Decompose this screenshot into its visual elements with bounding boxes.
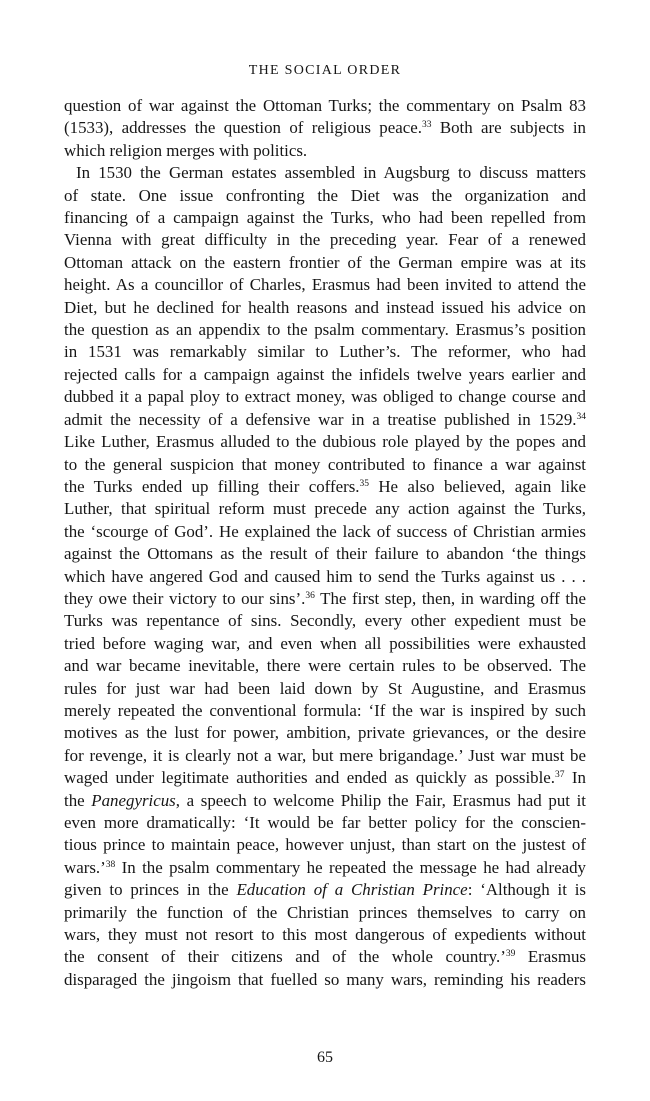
line-text: of state. One issue confronting the Diet was the organization and [64,185,586,205]
running-head: THE SOCIAL ORDER [248,63,402,78]
line-text: rejected calls for a campaign against the infidels twelve years earlier and [64,364,586,384]
text-line [64,319,586,341]
line-text: merely repeated the conventional formula: ‘If the war is inspired by such [64,700,586,720]
line-text: tious prince to maintain peace, however unjust, than start on the justest of [64,835,586,855]
line-text: Like Luther, Erasmus alluded to the dubious role played by the popes and [64,432,586,452]
footnote-marker: 33 [421,120,432,131]
line-text: tried before waging war, and even when all possibilities were exhausted [64,633,586,653]
text-line [64,767,586,789]
text-line [64,498,586,520]
text-line [64,95,586,117]
line-text: primarily the function of the Christian princes themselves to carry on [64,902,586,922]
line-text: in 1531 was remarkably similar to Luther’s. The reformer, who had [64,342,586,362]
line-text: even more dramatically: ‘It would be far better policy for the conscien- [64,813,586,832]
line-text: for revenge, it is clearly not a war, but mere brigandage.’ Just war must be [64,745,586,765]
line-text: given to princes in the [64,880,237,900]
line-text: the [64,790,92,810]
line-text: height. As a councillor of Charles, Erasmus had been invited to attend the [64,275,586,295]
footnote-marker: 37 [555,770,565,781]
text-line [64,790,586,812]
text-line [64,386,586,408]
line-text-continued: Erasmus [515,947,586,967]
line-text: the Turks ended up filling their coffers. [64,476,360,496]
text-line [64,162,586,184]
line-text: disparaged the jingoism that fuelled so many wars, reminding his readers [64,969,586,989]
text-line [64,297,586,319]
line-text: against the Ottomans as the result of their failure to abandon ‘the things [64,544,586,564]
body-text [64,95,586,991]
text-line [64,588,586,610]
text-line [64,521,586,543]
page-number: 65 [317,1049,333,1066]
text-line [64,185,586,207]
text-line [64,409,586,431]
footnote-marker: 34 [576,411,586,422]
line-text: which have angered God and caused him to send the Turks against us . . . [64,566,586,586]
line-text: and war became inevitable, there were certain rules to be observed. The [64,656,586,676]
text-line [64,207,586,229]
line-text-continued: In [564,768,586,788]
text-line [64,745,586,767]
text-line [64,678,586,700]
line-text-continued: Both are subjects in [431,118,586,138]
line-text-continued: In the psalm commentary he repeated the message he had already [115,857,586,877]
line-text: the question as an appendix to the psalm commentary. Erasmus’s position [64,320,586,340]
italic-title: Panegyricus [91,790,176,810]
line-text: In 1530 the German estates assembled in Augsburg to discuss matters [76,163,586,183]
line-text: Ottoman attack on the eastern frontier of the German empire was at its [64,252,586,272]
line-text: wars, they must not resort to this most dangerous of expedients without [64,925,586,945]
footnote-marker: 39 [505,949,516,960]
text-line [64,566,586,588]
line-text: Vienna with great difficulty in the preceding year. Fear of a renewed [64,230,586,250]
text-line [64,431,586,453]
footnote-marker: 36 [305,590,315,601]
italic-title: Education of a Christian Prince [236,880,468,900]
line-text: which religion merges with politics. [64,140,308,160]
text-line [64,655,586,677]
text-line [64,543,586,565]
line-text: (1533), addresses the question of religious peace. [64,118,422,138]
line-text: rules for just war had been laid down by St Augustine, and Erasmus [64,678,586,698]
text-line [64,633,586,655]
line-text: financing of a campaign against the Turks, who had been repelled from [64,208,586,228]
text-line [64,879,586,901]
text-line [64,364,586,386]
line-text: they owe their victory to our sins’. [64,588,306,608]
text-line [64,902,586,924]
text-line [64,476,586,498]
text-line [64,140,586,162]
line-text-continued: The first step, then, in warding off the [314,588,586,608]
text-line [64,700,586,722]
text-line [64,946,586,968]
line-text: waged under legitimate authorities and ended as quickly as possible. [64,768,556,788]
text-line [64,341,586,363]
text-line [64,454,586,476]
line-text: wars.’ [64,857,106,877]
line-text: to the general suspicion that money contributed to finance a war against [64,454,586,474]
text-line [64,834,586,856]
line-text: admit the necessity of a defensive war in a treatise published in 1529. [64,409,577,429]
text-line [64,117,586,139]
text-line [64,252,586,274]
footnote-marker: 35 [359,478,369,489]
line-text: Luther, that spiritual reform must precede any action against the Turks, [64,499,586,519]
text-line [64,969,586,991]
text-line [64,924,586,946]
line-text: motives as the lust for power, ambition, private grievances, or the desire [64,723,586,743]
text-line [64,857,586,879]
line-text: question of war against the Ottoman Turks; the commentary on Psalm 83 [64,96,586,115]
text-line [64,610,586,632]
text-line [64,274,586,296]
footnote-marker: 38 [105,859,116,870]
line-text-continued: He also believed, again like [369,476,586,496]
line-text: Turks was repentance of sins. Secondly, every other expedient must be [64,611,586,631]
text-line [64,812,586,834]
text-line [64,229,586,251]
line-text: dubbed it a papal ploy to extract money, was obliged to change course and [64,387,586,407]
line-text: the consent of their citizens and of the whole country.’ [64,947,506,967]
line-text: Diet, but he declined for health reasons and instead issued his advice on [64,297,586,317]
line-text: the ‘scourge of God’. He explained the lack of success of Christian armies [64,521,586,541]
line-text-continued: , a speech to welcome Philip the Fair, Erasmus had put it [175,790,586,810]
line-text-continued: : ‘Although it is [467,880,587,900]
text-line [64,722,586,744]
